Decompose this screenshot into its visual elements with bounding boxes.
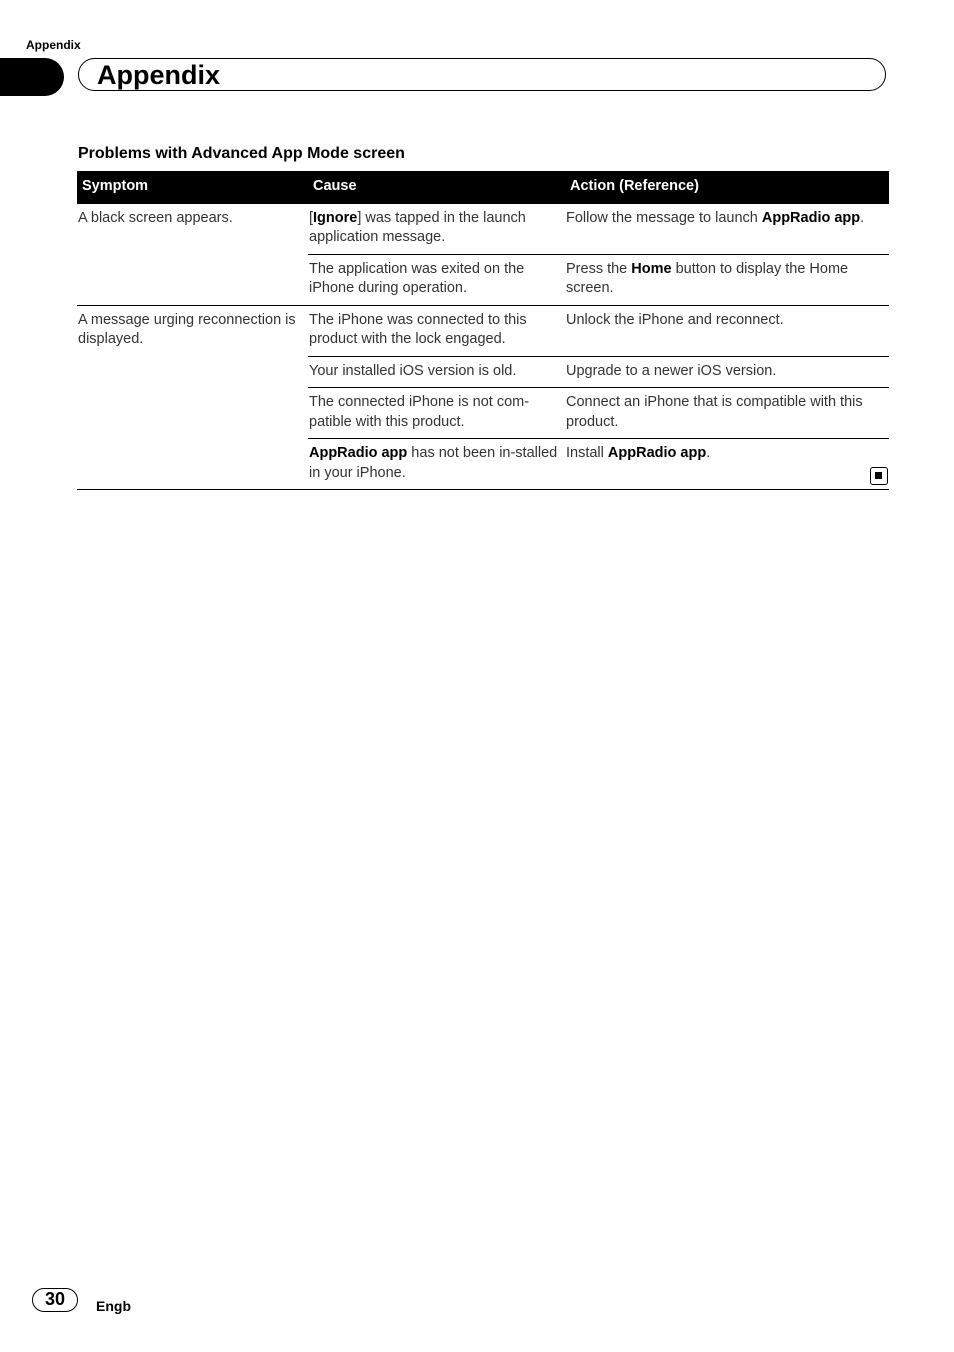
column-header-symptom: Symptom <box>77 171 308 204</box>
page-title-box <box>78 58 886 91</box>
symptom-cell: A message urging reconnection is displayed. <box>77 305 308 490</box>
running-head: Appendix <box>26 38 81 52</box>
table-row <box>77 305 889 356</box>
action-cell: Follow the message to launch AppRadio app. <box>565 204 889 255</box>
section-title: Problems with Advanced App Mode screen <box>78 145 405 162</box>
action-cell: Install AppRadio app. <box>565 439 889 490</box>
column-header-action: Action (Reference) <box>565 171 889 204</box>
language-code: Engb <box>96 1298 131 1314</box>
cause-cell: The application was exited on the iPhone during operation. <box>308 254 565 305</box>
cause-cell: The connected iPhone is not com-patible with this product. <box>308 388 565 439</box>
section-tab-marker <box>0 58 64 96</box>
page-number: 30 <box>32 1288 78 1312</box>
action-cell: Upgrade to a newer iOS version. <box>565 356 889 388</box>
section-end-icon <box>870 467 888 485</box>
action-cell: Connect an iPhone that is compatible with this product. <box>565 388 889 439</box>
column-header-cause: Cause <box>308 171 565 204</box>
troubleshooting-table <box>77 171 889 490</box>
symptom-cell: A black screen appears. <box>77 204 308 306</box>
page-title: Appendix <box>97 60 221 90</box>
cause-cell: The iPhone was connected to this product with the lock engaged. <box>308 305 565 356</box>
action-cell: Press the Home button to display the Home screen. <box>565 254 889 305</box>
cause-cell: AppRadio app has not been in-stalled in your iPhone. <box>308 439 565 490</box>
action-cell: Unlock the iPhone and reconnect. <box>565 305 889 356</box>
cause-cell: [Ignore] was tapped in the launch application message. <box>308 204 565 255</box>
table-row <box>77 204 889 255</box>
table-header-row <box>77 171 889 204</box>
cause-cell: Your installed iOS version is old. <box>308 356 565 388</box>
